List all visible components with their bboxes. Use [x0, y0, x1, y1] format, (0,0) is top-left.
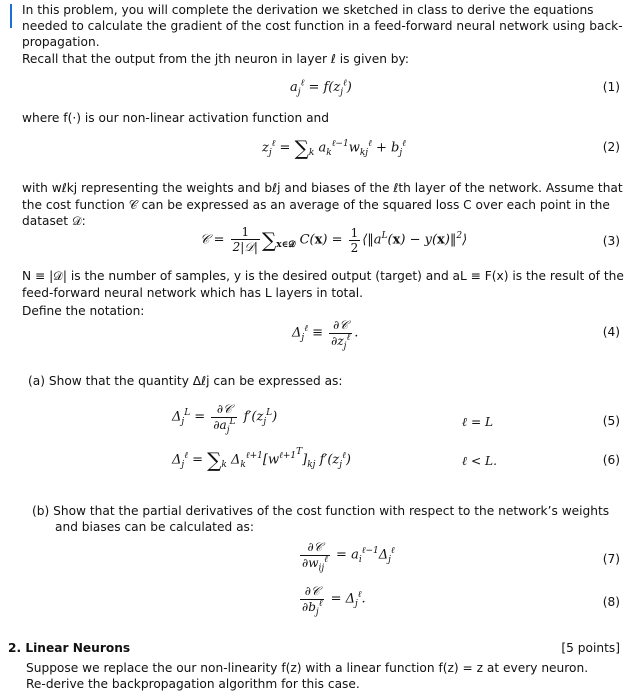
- equation-3-number: (3): [602, 234, 620, 248]
- part-b-line-1: (b) Show that the partial derivatives of the cost function with respect to the network’s weights: [32, 504, 610, 518]
- equation-5-condition: ℓ = L: [462, 415, 494, 429]
- equation-8: $\frac{\text{∂𝒞}}{\partial b_j^\ell}$ = $\Delta_j^\ell$.: [302, 584, 366, 618]
- section-2-line-1: Suppose we replace the our non-linearity f(z) with a linear function f(z) = z at every neuron.: [26, 661, 589, 675]
- equation-6-number: (6): [602, 453, 620, 467]
- recall-text: Recall that the output from the jth neuron in layer ℓ is given by:: [22, 52, 409, 66]
- n-line-1: N ≡ |𝒟| is the number of samples, y is the desired output (target) and aL ≡ F(x) is the result of the: [22, 269, 624, 283]
- equation-7-number: (7): [602, 552, 620, 566]
- intro-line-3: propagation.: [22, 35, 100, 49]
- equation-7: $\frac{\text{∂𝒞}}{\partial w_{ij}^\ell}$ = $a_i^{\ell-1}\Delta_j^\ell$: [302, 540, 395, 574]
- equation-5: $\Delta_j^L$ = $\frac{\text{∂𝒞}}{\partial a_j^L}$ $f'(z_j^L)$: [172, 402, 278, 436]
- part-a-text: (a) Show that the quantity Δℓj can be expressed as:: [28, 374, 343, 388]
- section-2-points: [5 points]: [561, 641, 620, 655]
- with-line-3: dataset 𝒟:: [22, 214, 86, 228]
- text-cursor: [10, 4, 12, 28]
- equation-1: $a_j^\ell = f(z_j^\ell)$: [290, 78, 352, 98]
- with-line-1: with wℓkj representing the weights and bℓj and biases of the ℓth layer of the network. Assume that: [22, 181, 623, 195]
- equation-2-number: (2): [602, 140, 620, 154]
- section-2-title: 2. Linear Neurons: [8, 641, 131, 655]
- intro-line-2: needed to calculate the gradient of the cost function in a feed-forward neural network using back-: [22, 19, 623, 33]
- equation-5-number: (5): [602, 414, 620, 428]
- where-text: where f(·) is our non-linear activation function and: [22, 111, 330, 125]
- equation-3: 𝒞 = $\frac{1}{\text{2|𝒟|}}$ $\sum_{x\in 𝒟}$ C(x) = $\frac{1}{2}$ $⟨‖a^L(x)$ − y(x)‖$^2$⟩: [200, 225, 468, 255]
- equation-8-number: (8): [602, 595, 620, 609]
- equation-6-condition: ℓ < L.: [462, 454, 498, 468]
- equation-4: $\Delta_j^\ell$ ≡ $\frac{\text{∂𝒞}}{\partial z_j^\ell}$ .: [292, 318, 359, 352]
- with-line-2: the cost function 𝒞 can be expressed as an average of the squared loss C over each point in the: [22, 198, 610, 212]
- part-b-line-2: and biases can be calculated as:: [55, 520, 254, 534]
- equation-2: $z_j^\ell = \sum_k$ $a_k^{\ell-1}w_{kj}^\ell + b_j^\ell$: [262, 136, 406, 160]
- section-2-line-2: Re-derive the backpropagation algorithm for this case.: [26, 677, 360, 691]
- n-line-2: feed-forward neural network which has L layers in total.: [22, 286, 364, 300]
- define-text: Define the notation:: [22, 304, 145, 318]
- equation-1-number: (1): [602, 80, 620, 94]
- intro-line-1: In this problem, you will complete the derivation we sketched in class to derive the equations: [22, 3, 594, 17]
- equation-4-number: (4): [602, 325, 620, 339]
- equation-6: $\Delta_j^\ell = \sum_k$ $\Delta_k^{\ell+1}[w^{\ell+1^T}]_{kj}$ $f'(z_j^\ell)$: [172, 447, 351, 472]
